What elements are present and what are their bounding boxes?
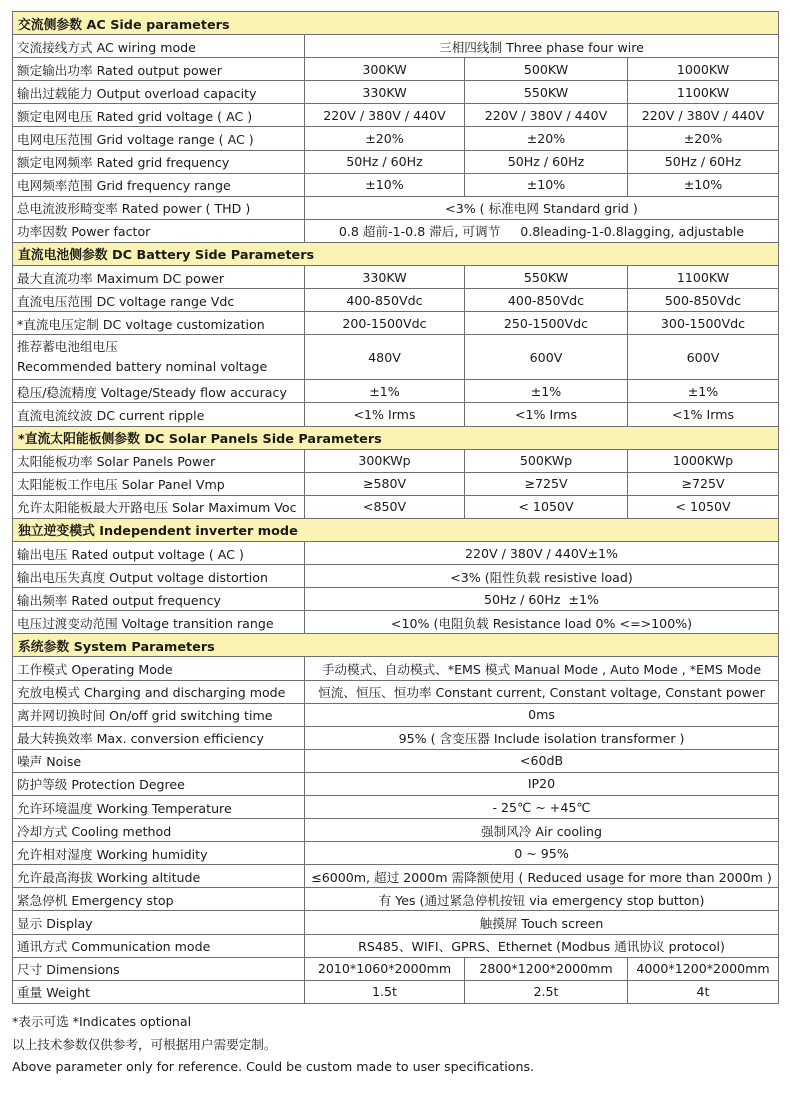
cell-300kw: 2010*1060*2000mm (305, 957, 465, 980)
table-row (13, 335, 779, 380)
row-label: 允许最高海拔 Working altitude (13, 865, 305, 888)
cell-300kw: 480V (305, 335, 465, 380)
section-title: 系统参数 System Parameters (13, 634, 779, 657)
table-row (13, 196, 779, 219)
row-label: 输出过载能力 Output overload capacity (13, 81, 305, 104)
cell-500kw: 250-1500Vdc (465, 312, 628, 335)
cell-500kw: 500KW (465, 58, 628, 81)
table-row (13, 472, 779, 495)
row-value: 95% ( 含变压器 Include isolation transformer ) (305, 726, 779, 749)
cell-500kw: <1% Irms (465, 403, 628, 426)
cell-500kw: ±20% (465, 127, 628, 150)
row-label: 工作模式 Operating Mode (13, 657, 305, 680)
row-value: <60dB (305, 749, 779, 772)
row-label: 尺寸 Dimensions (13, 957, 305, 980)
table-row (13, 796, 779, 819)
table-row (13, 35, 779, 58)
row-value: 有 Yes (通过紧急停机按钮 via emergency stop button) (305, 888, 779, 911)
cell-1000kw: 300-1500Vdc (628, 312, 779, 335)
section-title: 独立逆变模式 Independent inverter mode (13, 518, 779, 541)
row-label: 噪声 Noise (13, 749, 305, 772)
cell-500kw: ±1% (465, 380, 628, 403)
table-row (13, 173, 779, 196)
table-row (13, 449, 779, 472)
cell-1000kw: 1100KW (628, 266, 779, 289)
row-label: 电压过渡变动范围 Voltage transition range (13, 611, 305, 634)
cell-500kw: < 1050V (465, 495, 628, 518)
cell-1000kw: 4t (628, 980, 779, 1003)
row-label: 重量 Weight (13, 980, 305, 1003)
row-label: 稳压/稳流精度 Voltage/Steady flow accuracy (13, 380, 305, 403)
row-value: <3% ( 标准电网 Standard grid ) (305, 196, 779, 219)
table-row (13, 588, 779, 611)
table-row (13, 127, 779, 150)
section-system-header (13, 634, 779, 657)
cell-1000kw: 4000*1200*2000mm (628, 957, 779, 980)
section-ac-header (13, 12, 779, 35)
table-row (13, 749, 779, 772)
cell-500kw: 500KWp (465, 449, 628, 472)
cell-1000kw: ≥725V (628, 472, 779, 495)
row-value: ≤6000m, 超过 2000m 需降额使用 ( Reduced usage for more than 2000m ) (305, 865, 779, 888)
cell-300kw: <1% Irms (305, 403, 465, 426)
table-row (13, 980, 779, 1003)
cell-500kw: 550KW (465, 81, 628, 104)
cell-500kw: 400-850Vdc (465, 289, 628, 312)
section-title: 直流电池侧参数 DC Battery Side Parameters (13, 242, 779, 265)
row-label: 输出频率 Rated output frequency (13, 588, 305, 611)
row-value: 恒流、恒压、恒功率 Constant current, Constant voltage, Constant power (305, 680, 779, 703)
cell-500kw: 2800*1200*2000mm (465, 957, 628, 980)
row-label: 太阳能板功率 Solar Panels Power (13, 449, 305, 472)
cell-1000kw: 1000KW (628, 58, 779, 81)
table-row (13, 289, 779, 312)
row-value: 0ms (305, 703, 779, 726)
table-row (13, 104, 779, 127)
cell-1000kw: ±20% (628, 127, 779, 150)
row-label: 太阳能板工作电压 Solar Panel Vmp (13, 472, 305, 495)
row-label: 直流电流纹波 DC current ripple (13, 403, 305, 426)
footnote-reference-en: Above parameter only for reference. Could be custom made to user specifications. (12, 1059, 535, 1074)
row-label: 输出电压 Rated output voltage ( AC ) (13, 541, 305, 564)
row-label: 防护等级 Protection Degree (13, 772, 305, 795)
cell-1000kw: <1% Irms (628, 403, 779, 426)
table-row (13, 819, 779, 842)
section-title: 交流侧参数 AC Side parameters (13, 12, 779, 35)
row-value: 强制风冷 Air cooling (305, 819, 779, 842)
table-row (13, 380, 779, 403)
table-row (13, 219, 779, 242)
row-label: 交流接线方式 AC wiring mode (13, 35, 305, 58)
table-row (13, 911, 779, 934)
spec-table (12, 11, 779, 1004)
row-label: *直流电压定制 DC voltage customization (13, 312, 305, 335)
row-label: 冷却方式 Cooling method (13, 819, 305, 842)
cell-300kw: 220V / 380V / 440V (305, 104, 465, 127)
cell-300kw: 330KW (305, 266, 465, 289)
row-label: 充放电模式 Charging and discharging mode (13, 680, 305, 703)
cell-300kw: ±20% (305, 127, 465, 150)
row-value: <10% (电阻负载 Resistance load 0% <=>100%) (305, 611, 779, 634)
row-value: 220V / 380V / 440V±1% (305, 541, 779, 564)
row-label: 额定输出功率 Rated output power (13, 58, 305, 81)
cell-1000kw: ±10% (628, 173, 779, 196)
row-label: 通讯方式 Communication mode (13, 934, 305, 957)
table-row (13, 565, 779, 588)
row-label: 额定电网电压 Rated grid voltage ( AC ) (13, 104, 305, 127)
row-label: 显示 Display (13, 911, 305, 934)
cell-300kw: ±1% (305, 380, 465, 403)
row-label: 电网电压范围 Grid voltage range ( AC ) (13, 127, 305, 150)
cell-1000kw: ±1% (628, 380, 779, 403)
row-value: 三相四线制 Three phase four wire (305, 35, 779, 58)
row-label: 允许环境温度 Working Temperature (13, 796, 305, 819)
section-inverter-header (13, 518, 779, 541)
cell-1000kw: 600V (628, 335, 779, 380)
row-label: 总电流波形畸变率 Rated power ( THD ) (13, 196, 305, 219)
cell-1000kw: 1000KWp (628, 449, 779, 472)
cell-1000kw: 1100KW (628, 81, 779, 104)
row-label: 电网频率范围 Grid frequency range (13, 173, 305, 196)
row-label: 功率因数 Power factor (13, 219, 305, 242)
table-row (13, 726, 779, 749)
cell-500kw: ≥725V (465, 472, 628, 495)
cell-500kw: 50Hz / 60Hz (465, 150, 628, 173)
section-title: *直流太阳能板侧参数 DC Solar Panels Side Parameters (13, 426, 779, 449)
footnote-optional: *表示可选 *Indicates optional (12, 1014, 192, 1029)
row-label (13, 335, 305, 380)
cell-300kw: 330KW (305, 81, 465, 104)
row-label: 直流电压范围 DC voltage range Vdc (13, 289, 305, 312)
cell-300kw: 200-1500Vdc (305, 312, 465, 335)
cell-300kw: 50Hz / 60Hz (305, 150, 465, 173)
cell-500kw: 2.5t (465, 980, 628, 1003)
section-dc-battery-header (13, 242, 779, 265)
table-row (13, 541, 779, 564)
row-value: 0.8 超前-1-0.8 滞后, 可调节 0.8leading-1-0.8lagging, adjustable (305, 219, 779, 242)
cell-1000kw: < 1050V (628, 495, 779, 518)
table-row (13, 312, 779, 335)
row-label: 额定电网频率 Rated grid frequency (13, 150, 305, 173)
row-label: 允许相对湿度 Working humidity (13, 842, 305, 865)
cell-1000kw: 500-850Vdc (628, 289, 779, 312)
table-row (13, 888, 779, 911)
cell-1000kw: 50Hz / 60Hz (628, 150, 779, 173)
cell-500kw: ±10% (465, 173, 628, 196)
cell-500kw: 220V / 380V / 440V (465, 104, 628, 127)
cell-300kw: ≥580V (305, 472, 465, 495)
table-row (13, 403, 779, 426)
cell-300kw: 1.5t (305, 980, 465, 1003)
cell-300kw: 400-850Vdc (305, 289, 465, 312)
row-label: 紧急停机 Emergency stop (13, 888, 305, 911)
row-value: RS485、WIFI、GPRS、Ethernet (Modbus 通讯协议 protocol) (305, 934, 779, 957)
row-label: 最大直流功率 Maximum DC power (13, 266, 305, 289)
cell-300kw: <850V (305, 495, 465, 518)
table-row (13, 772, 779, 795)
table-row (13, 81, 779, 104)
row-label: 离并网切换时间 On/off grid switching time (13, 703, 305, 726)
cell-500kw: 550KW (465, 266, 628, 289)
footnotes (12, 1011, 534, 1079)
cell-300kw: ±10% (305, 173, 465, 196)
table-row (13, 495, 779, 518)
row-value: 手动模式、自动模式、*EMS 模式 Manual Mode , Auto Mode , *EMS Mode (305, 657, 779, 680)
cell-500kw: 600V (465, 335, 628, 380)
table-row (13, 703, 779, 726)
table-row (13, 865, 779, 888)
section-dc-solar-header (13, 426, 779, 449)
table-row (13, 657, 779, 680)
row-label: 最大转换效率 Max. conversion efficiency (13, 726, 305, 749)
table-row (13, 842, 779, 865)
row-value: 0 ~ 95% (305, 842, 779, 865)
table-row (13, 934, 779, 957)
table-row (13, 266, 779, 289)
row-value: IP20 (305, 772, 779, 795)
cell-1000kw: 220V / 380V / 440V (628, 104, 779, 127)
row-label-cn: 推荐蓄电池组电压 (17, 339, 118, 355)
table-row (13, 58, 779, 81)
row-label-en: Recommended battery nominal voltage (17, 359, 268, 375)
table-row (13, 150, 779, 173)
row-value: 50Hz / 60Hz ±1% (305, 588, 779, 611)
footnote-reference-cn: 以上技术参数仅供参考，可根据用户需要定制。 (12, 1036, 277, 1052)
table-row (13, 680, 779, 703)
table-row (13, 957, 779, 980)
row-value: <3% (阻性负载 resistive load) (305, 565, 779, 588)
table-row (13, 611, 779, 634)
cell-300kw: 300KW (305, 58, 465, 81)
row-label: 允许太阳能板最大开路电压 Solar Maximum Voc (13, 495, 305, 518)
cell-300kw: 300KWp (305, 449, 465, 472)
row-value: 触摸屏 Touch screen (305, 911, 779, 934)
row-label: 输出电压失真度 Output voltage distortion (13, 565, 305, 588)
row-value: - 25℃ ~ +45℃ (305, 796, 779, 819)
